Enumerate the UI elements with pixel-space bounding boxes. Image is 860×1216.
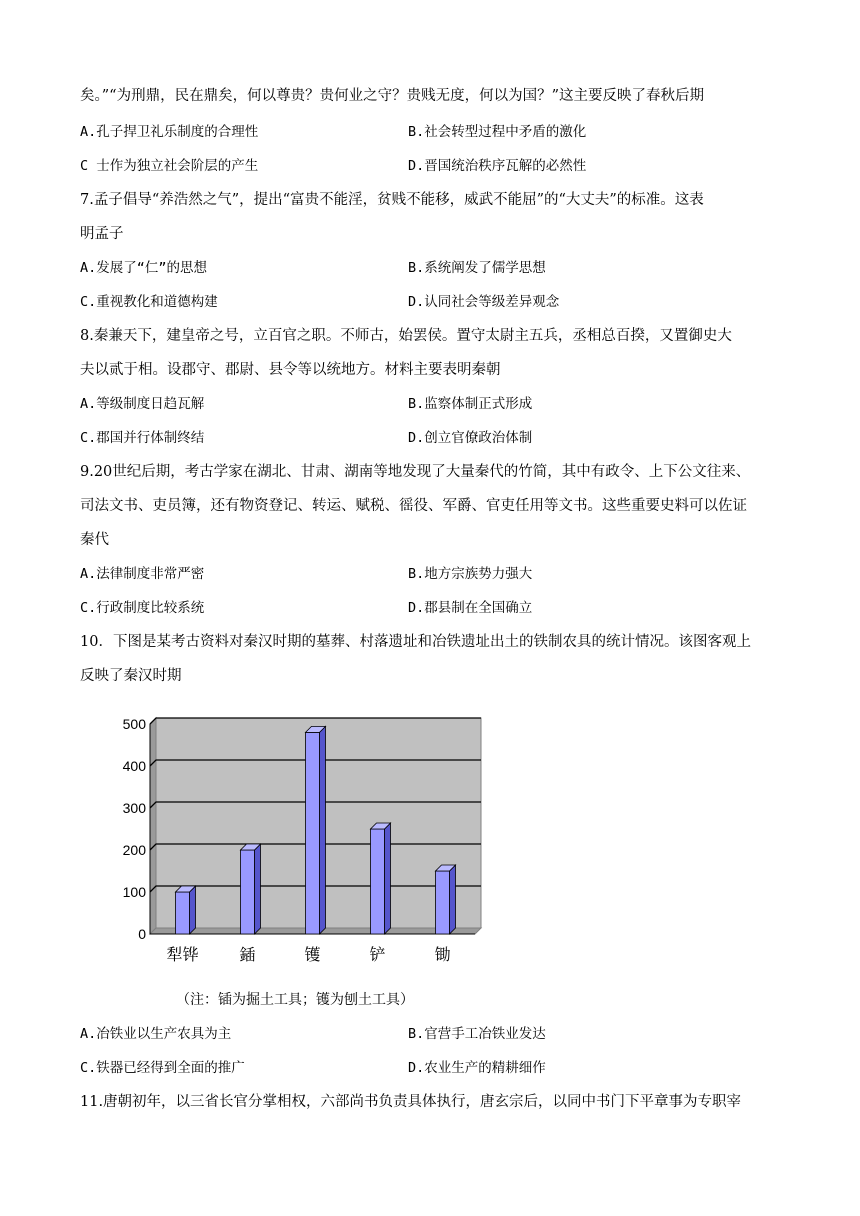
chart-note: （注：锸为掘土工具；镬为刨土工具） [176,992,414,1008]
x-tick-label: 锄 [434,945,451,964]
q8-option-d[interactable]: D.创立官僚政治体制 [408,430,533,446]
q7-option-a[interactable]: A.发展了“仁”的思想 [80,260,208,276]
y-tick-label: 0 [138,926,146,942]
y-tick-label: 500 [122,716,146,732]
chart-y-tick-labels [123,716,147,942]
bar [436,865,456,934]
x-tick-label: 铲 [369,945,386,964]
bar [241,844,261,934]
q7-stem-line-2: 明孟子 [80,226,124,242]
y-tick-label: 300 [122,800,146,816]
plot-left-wall [150,718,156,934]
q8-stem-line-2: 夫以贰于相。设郡守、郡尉、县令等以统地方。材料主要表明秦朝 [80,362,501,378]
x-tick-label: 鍤 [239,945,256,964]
q8-option-b[interactable]: B.监察体制正式形成 [408,396,533,412]
bar [176,886,196,934]
q9-stem-line-2: 司法文书、吏员簿，还有物资登记、转运、赋税、徭役、军爵、官吏任用等文书。这些重要史料可以佐证 [80,498,747,514]
bar [306,726,326,934]
q9-option-d[interactable]: D.郡县制在全国确立 [408,600,533,616]
x-tick-label: 犁铧 [166,945,199,964]
q7-option-c[interactable]: C.重视教化和道德构建 [80,294,218,310]
q7-stem-line-1: 7.孟子倡导“养浩然之气”，提出“富贵不能淫，贫贱不能移，威武不能屈”的“大丈夫”的标准。这表 [80,192,704,208]
farm-tools-bar-chart [110,712,490,972]
q9-stem-line-3: 秦代 [80,532,109,548]
q7-option-d[interactable]: D.认同社会等级差异观念 [408,294,560,310]
q6-option-d[interactable]: D.晋国统治秩序瓦解的必然性 [408,158,587,174]
q8-option-a[interactable]: A.等级制度日趋瓦解 [80,396,205,412]
q10-option-a[interactable]: A.冶铁业以生产农具为主 [80,1026,232,1042]
q8-option-c[interactable]: C.郡国并行体制终结 [80,430,205,446]
q6-option-a[interactable]: A.孔子捍卫礼乐制度的合理性 [80,124,259,140]
q7-option-b[interactable]: B.系统阐发了儒学思想 [408,260,546,276]
q10-stem-line-1: 10．下图是某考古资料对秦汉时期的墓葬、村落遗址和冶铁遗址出土的铁制农具的统计情况。该图客观上 [80,634,751,650]
q9-stem-line-1: 9.20世纪后期，考古学家在湖北、甘肃、湖南等地发现了大量秦代的竹简，其中有政令、上下公文往来、 [80,464,751,480]
q9-option-c[interactable]: C.行政制度比较系统 [80,600,205,616]
q10-option-b[interactable]: B.官营手工冶铁业发达 [408,1026,546,1042]
y-tick-label: 100 [122,884,146,900]
q6-stem-tail: 矣。”“为刑鼎，民在鼎矣，何以尊贵？贵何业之守？贵贱无度，何以为国？”这主要反映了春秋后期 [80,88,704,104]
y-tick-label: 400 [122,758,146,774]
q6-option-c[interactable]: C 士作为独立社会阶层的产生 [80,158,259,174]
chart-x-tick-labels [166,945,450,964]
bar [371,823,391,934]
q6-option-b[interactable]: B.社会转型过程中矛盾的激化 [408,124,587,140]
x-tick-label: 镬 [304,945,321,964]
q8-stem-line-1: 8.秦兼天下，建皇帝之号，立百官之职。不师古，始罢侯。置守太尉主五兵，丞相总百揆，又置御史大 [80,328,732,344]
y-tick-label: 200 [122,842,146,858]
q11-stem-line-1: 11.唐朝初年，以三省长官分掌相权，六部尚书负责具体执行，唐玄宗后，以同中书门下平章事为专职宰 [80,1094,742,1110]
q9-option-a[interactable]: A.法律制度非常严密 [80,566,205,582]
q9-option-b[interactable]: B.地方宗族势力强大 [408,566,533,582]
q10-stem-line-2: 反映了秦汉时期 [80,668,182,684]
q10-option-c[interactable]: C.铁器已经得到全面的推广 [80,1060,245,1076]
q10-option-d[interactable]: D.农业生产的精耕细作 [408,1060,546,1076]
